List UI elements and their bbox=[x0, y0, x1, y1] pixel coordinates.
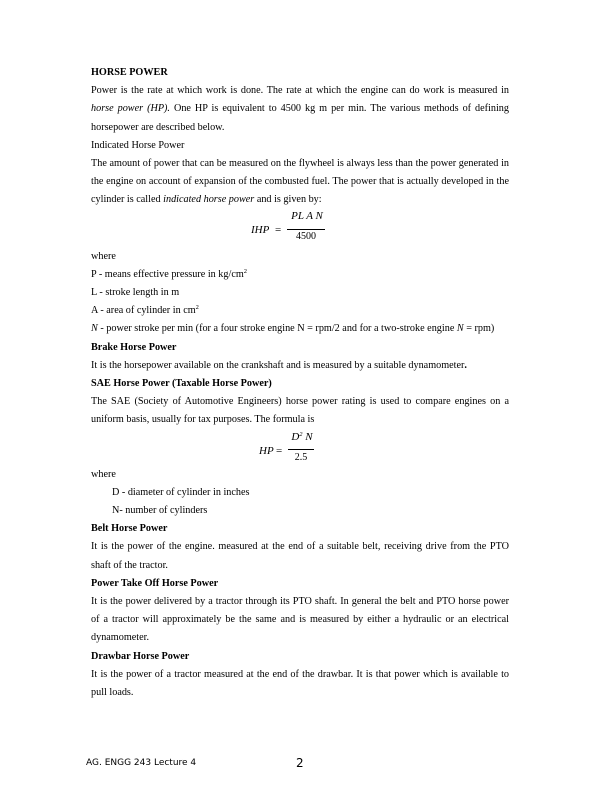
paragraph-pto-hp: It is the power delivered by a tractor through its PTO shaft. In general the belt and PTO horse power of a tractor will approximately be the same and is measured by either a hydraulic or an electrical dynamometer. bbox=[91, 596, 509, 644]
equation-numerator bbox=[287, 428, 317, 446]
definition-a bbox=[91, 302, 509, 320]
definition-n-cylinders: N- number of cylinders bbox=[112, 505, 208, 517]
heading-brake-hp: Brake Horse Power bbox=[91, 341, 177, 353]
equals-sign: = bbox=[275, 223, 282, 236]
where-label: where bbox=[91, 250, 116, 262]
symbol: N bbox=[456, 323, 464, 335]
definition-text: A - area of cylinder in cm bbox=[91, 305, 196, 317]
equation-denominator: 2.5 bbox=[294, 451, 308, 463]
emphasis-text: horse power (HP). bbox=[91, 103, 170, 115]
definition-p bbox=[91, 266, 509, 284]
definition-l: L - stroke length in m bbox=[91, 287, 180, 299]
superscript: 2 bbox=[299, 430, 303, 438]
symbol: N bbox=[305, 430, 313, 443]
heading-pto-hp: Power Take Off Horse Power bbox=[91, 577, 219, 589]
equation-ihp bbox=[91, 210, 509, 248]
definition-text: = rpm) bbox=[463, 323, 495, 335]
emphasis-text: indicated horse power bbox=[163, 194, 255, 206]
definition-d: D - diameter of cylinder in inches bbox=[112, 486, 250, 498]
paragraph-sae-hp: The SAE (Society of Automotive Engineers) horse power rating is used to compare engines on a uniform basis, usually for tax purposes. The formula is bbox=[91, 396, 509, 426]
definition-text: P - means effective pressure in kg/cm bbox=[91, 268, 244, 280]
definition-text: - power stroke per min (for a four stroke engine N = rpm/2 and for a two-stroke engine bbox=[97, 323, 457, 335]
heading-horse-power: HORSE POWER bbox=[91, 67, 168, 78]
symbol: D bbox=[291, 430, 300, 443]
equation-lhs: HP bbox=[259, 444, 274, 457]
bold-period: . bbox=[464, 359, 467, 371]
equation-numerator: PL A N bbox=[291, 209, 323, 222]
superscript: 2 bbox=[195, 304, 199, 312]
definition-n bbox=[91, 320, 509, 338]
paragraph-text: The amount of power that can be measured on the flywheel is always less than the power generated in the engine on account of expansion of the combusted fuel. The power that is actually developed in the cylinder is called bbox=[91, 158, 509, 206]
equation-denominator: 4500 bbox=[296, 230, 316, 242]
where-label: where bbox=[91, 468, 116, 480]
paragraph-text: It is the horsepower available on the crankshaft and is measured by a suitable dynamometer bbox=[91, 359, 465, 371]
paragraph-brake-hp bbox=[91, 357, 509, 375]
superscript: 2 bbox=[243, 267, 248, 275]
paragraph-text: Power is the rate at which work is done. The rate at which the engine can do work is measured in bbox=[91, 85, 509, 97]
heading-belt-hp: Belt Horse Power bbox=[91, 523, 168, 535]
page-number: 2 bbox=[296, 756, 304, 770]
equation-sae bbox=[91, 430, 509, 466]
paragraph-indicated-hp bbox=[91, 155, 509, 210]
symbol: N bbox=[91, 323, 98, 335]
paragraph-belt-hp: It is the power of the engine. measured at the end of a suitable belt, receiving drive from the PTO shaft of the tractor. bbox=[91, 541, 509, 571]
footer-lecture: AG. ENGG 243 Lecture 4 bbox=[86, 758, 197, 768]
equation-lhs: IHP bbox=[251, 223, 270, 236]
paragraph-text: One HP is equivalent to 4500 kg m per min. The various methods of defining horsepower are described below. bbox=[91, 103, 509, 133]
heading-drawbar-hp: Drawbar Horse Power bbox=[91, 650, 190, 662]
paragraph-horse-power bbox=[91, 82, 509, 137]
equals-sign: = bbox=[276, 444, 283, 457]
paragraph-text: and is given by: bbox=[254, 194, 322, 206]
paragraph-drawbar-hp: It is the power of a tractor measured at the end of the drawbar. It is that power which is available to pull loads. bbox=[91, 668, 509, 699]
document-body bbox=[91, 64, 509, 702]
heading-indicated-hp: Indicated Horse Power bbox=[91, 139, 185, 151]
heading-sae-hp: SAE Horse Power (Taxable Horse Power) bbox=[91, 378, 272, 390]
